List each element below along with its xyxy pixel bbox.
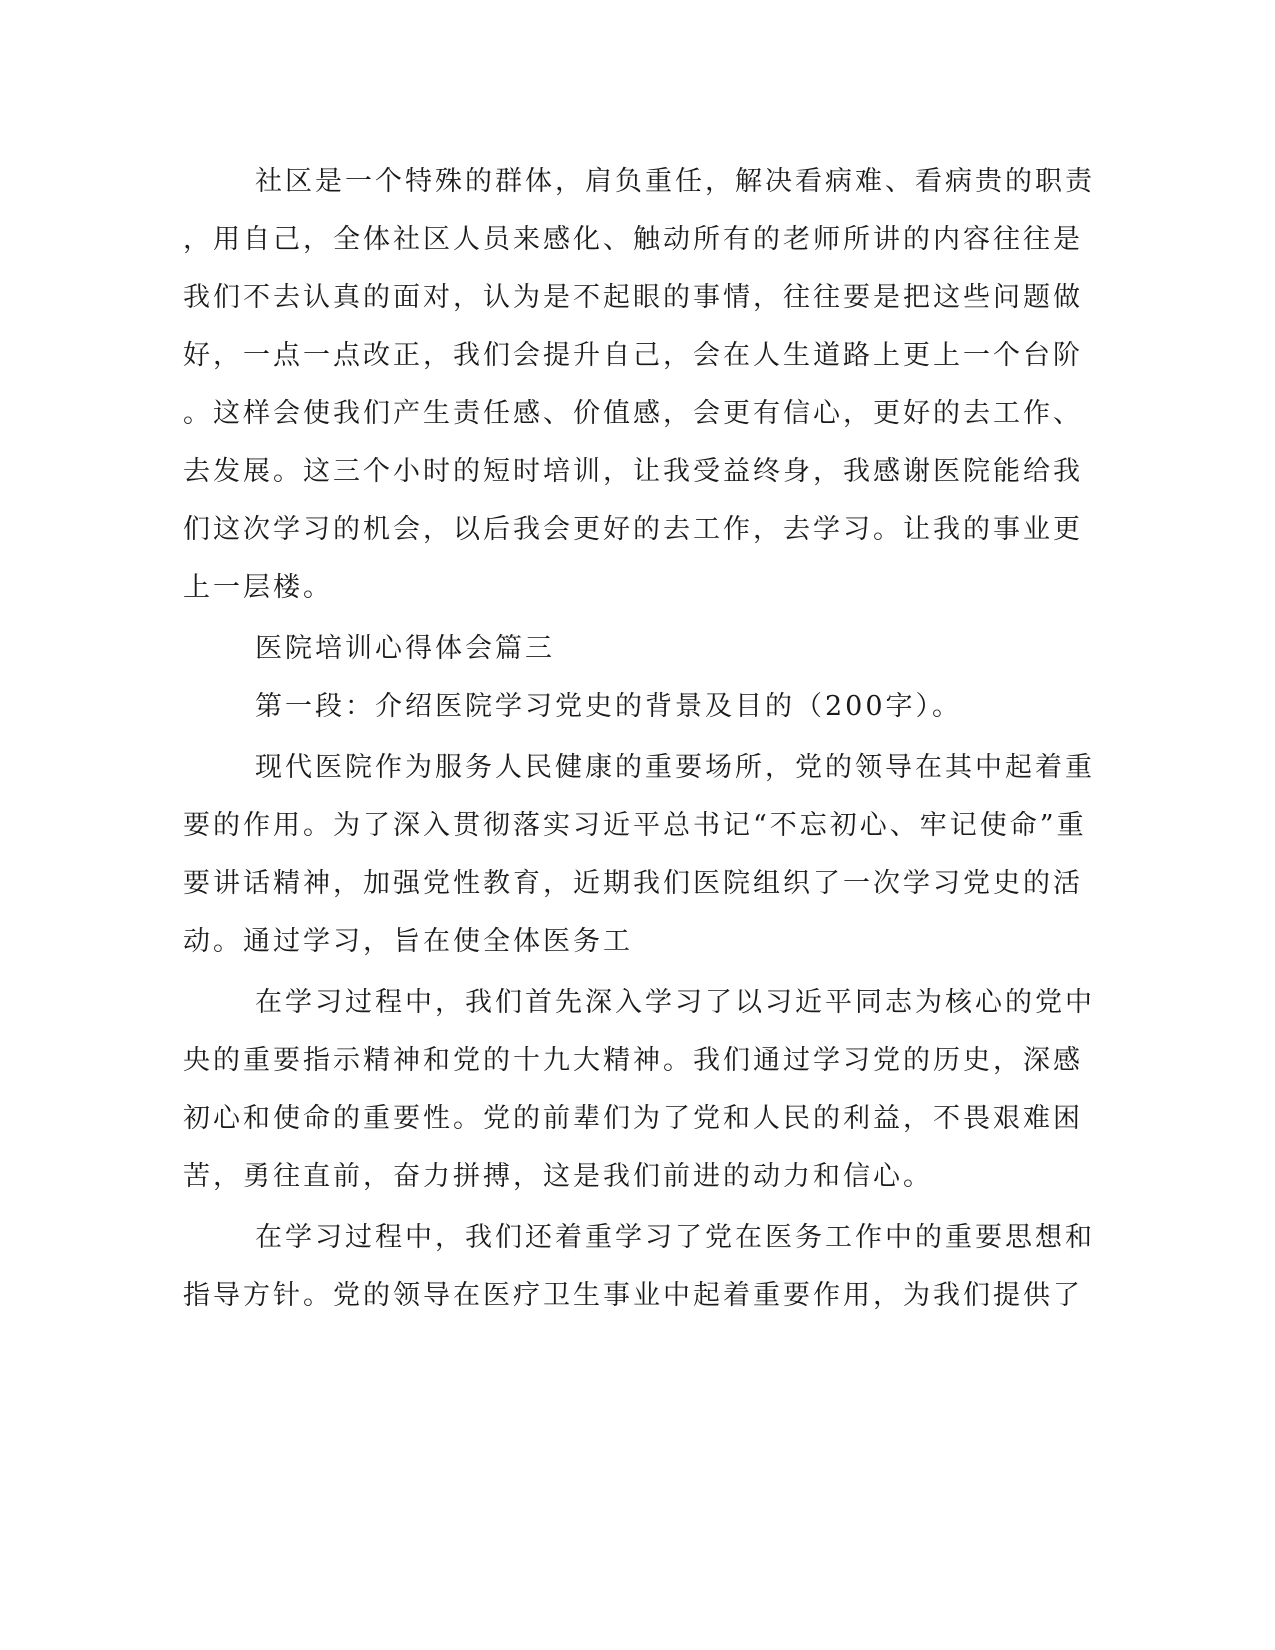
text-line: 指导方针。党的领导在医疗卫生事业中起着重要作用，为我们提供了 [183,1280,1083,1311]
text-line: 在学习过程中，我们首先深入学习了以习近平同志为核心的党中 [255,987,1095,1018]
text-line: 初心和使命的重要性。党的前辈们为了党和人民的利益，不畏艰难困 [183,1103,1083,1134]
text-line: 。这样会使我们产生责任感、价值感，会更有信心，更好的去工作、 [183,398,1083,429]
text-line: 要讲话精神，加强党性教育，近期我们医院组织了一次学习党史的活 [183,868,1083,899]
text-line: 们这次学习的机会，以后我会更好的去工作，去学习。让我的事业更 [183,514,1083,545]
text-line: 去发展。这三个小时的短时培训，让我受益终身，我感谢医院能给我 [183,456,1083,487]
text-line: 苦，勇往直前，奋力拼搏，这是我们前进的动力和信心。 [183,1161,933,1192]
text-line: 央的重要指示精神和党的十九大精神。我们通过学习党的历史，深感 [183,1045,1083,1076]
text-line: 在学习过程中，我们还着重学习了党在医务工作中的重要思想和 [255,1222,1095,1253]
text-line: 动。通过学习，旨在使全体医务工 [183,926,633,957]
text-line: 好，一点一点改正，我们会提升自己，会在人生道路上更上一个台阶 [183,340,1083,371]
text-line: 社区是一个特殊的群体，肩负重任，解决看病难、看病贵的职责 [255,166,1095,197]
text-line: ，用自己，全体社区人员来感化、触动所有的老师所讲的内容往往是 [183,224,1083,255]
paragraph-heading: 第一段：介绍医院学习党史的背景及目的（200字）。 [255,691,963,722]
text-line: 现代医院作为服务人民健康的重要场所，党的领导在其中起着重 [255,752,1095,783]
text-line: 我们不去认真的面对，认为是不起眼的事情，往往要是把这些问题做 [183,282,1083,313]
section-heading: 医院培训心得体会篇三 [255,633,555,664]
text-line: 上一层楼。 [183,572,333,603]
text-line: 要的作用。为了深入贯彻落实习近平总书记“不忘初心、牢记使命”重 [183,810,1087,841]
